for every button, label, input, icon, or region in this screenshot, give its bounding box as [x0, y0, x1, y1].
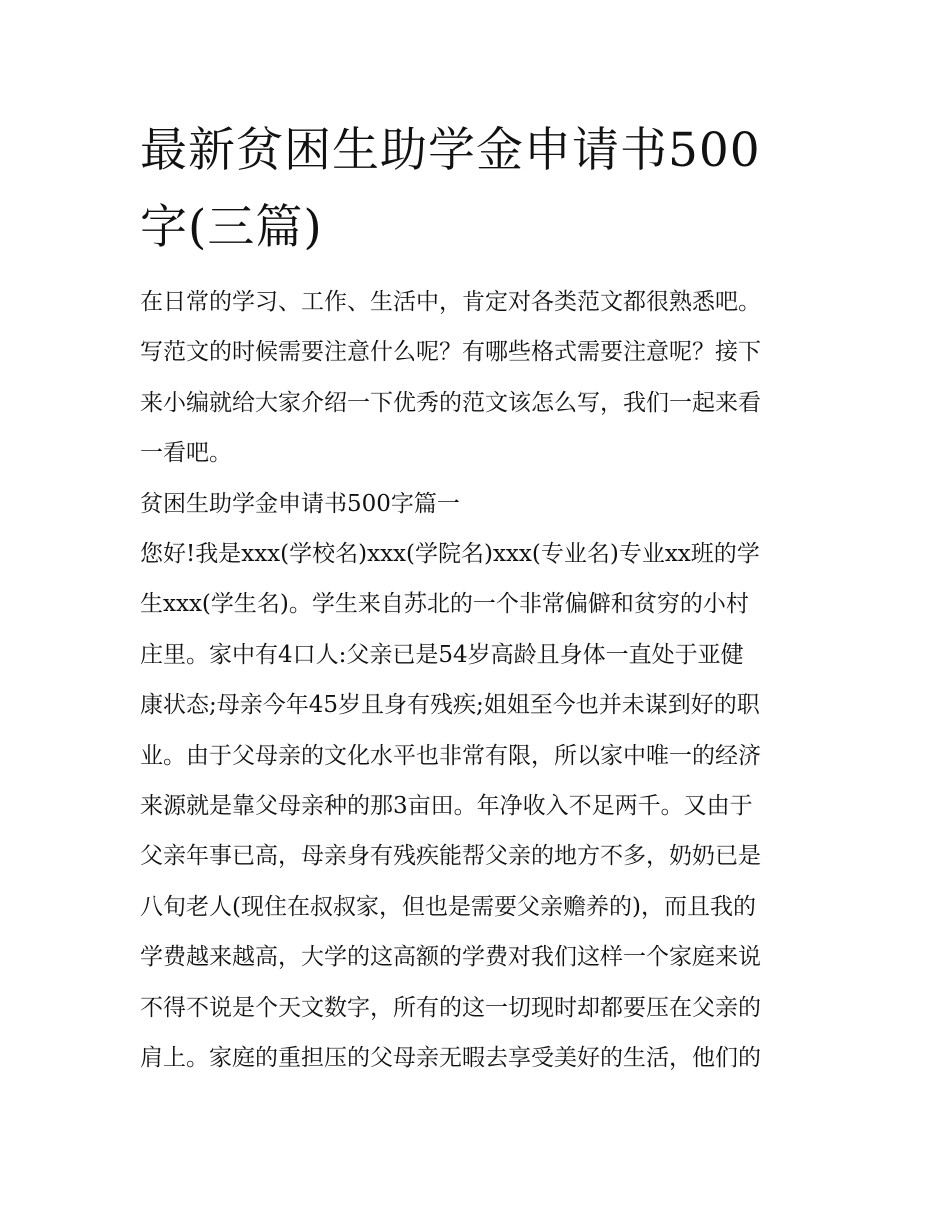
body-line-2: 生xxx(学生名)。学生来自苏北的一个非常偏僻和贫穷的小村: [140, 591, 749, 618]
intro-line-4: 一看吧。: [140, 440, 232, 467]
intro-line-1: 在日常的学习、工作、生活中，肯定对各类范文都很熟悉吧。: [140, 289, 761, 315]
document-body: [140, 277, 820, 1084]
body-line-10: 不得不说是个天文数字，所有的这一切现时却都要压在父亲的: [140, 994, 761, 1021]
document-title: [140, 112, 820, 266]
body-line-5: 业。由于父母亲的文化水平也非常有限，所以家中唯一的经济: [140, 742, 761, 769]
body-line-7: 父亲年事已高，母亲身有残疾能帮父亲的地方不多，奶奶已是: [140, 843, 761, 870]
intro-line-3: 来小编就给大家介绍一下优秀的范文该怎么写，我们一起来看: [140, 389, 761, 416]
title-line-1: 最新贫困生助学金申请书500: [140, 123, 761, 178]
body-line-9: 学费越来越高，大学的这高额的学费对我们这样一个家庭来说: [140, 944, 761, 971]
body-line-1: 您好!我是xxx(学校名)xxx(学院名)xxx(专业名)专业xx班的学: [140, 541, 760, 568]
body-line-3: 庄里。家中有4口人:父亲已是54岁高龄且身体一直处于亚健: [140, 641, 744, 668]
title-line-2: 字(三篇): [140, 200, 323, 255]
section-heading: 贫困生助学金申请书500字篇一: [140, 490, 460, 517]
body-line-8: 八旬老人(现住在叔叔家，但也是需要父亲赡养的)，而且我的: [140, 893, 756, 920]
intro-line-2: 写范文的时候需要注意什么呢？有哪些格式需要注意呢？接下: [140, 339, 761, 366]
body-line-4: 康状态;母亲今年45岁且身有残疾;姐姐至今也并未谋到好的职: [140, 692, 760, 719]
body-line-11: 肩上。家庭的重担压的父母亲无暇去享受美好的生活，他们的: [140, 1045, 761, 1072]
body-line-6: 来源就是靠父母亲种的那3亩田。年净收入不足两千。又由于: [140, 793, 753, 820]
